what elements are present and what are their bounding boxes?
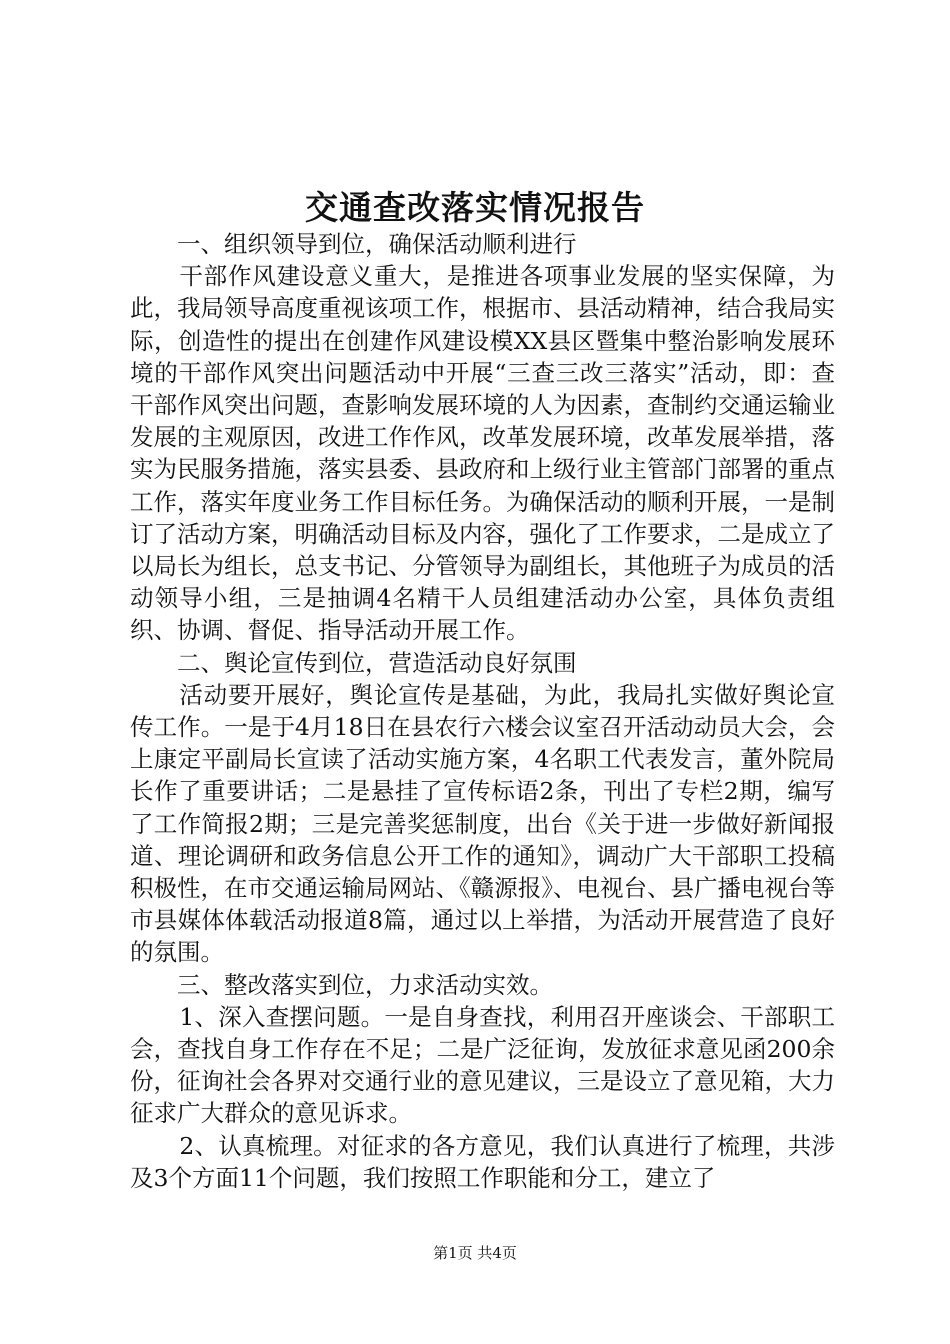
paragraph-4: 2、认真梳理。对征求的各方意见，我们认真进行了梳理，共涉及3个方面11个问题，我们按照工作职能和分工，建立了 xyxy=(130,1131,835,1192)
section-heading-3: 三、整改落实到位，力求活动实效。 xyxy=(177,970,553,999)
document-title: 交通查改落实情况报告 xyxy=(305,188,645,227)
section-heading-1: 一、组织领导到位，确保活动顺利进行 xyxy=(177,230,577,258)
document-body xyxy=(130,228,835,1194)
paragraph-2: 活动要开展好，舆论宣传是基础，为此，我局扎实做好舆论宣传工作。一是于4月18日在县农行六楼会议室召开活动动员大会，会上康定平副局长宣读了活动实施方案，4名职工代表发言，董外院局长作了重要讲话；二是悬挂了宣传标语2条，刊出了专栏2期，编写了工作简报2期；三是完善奖惩制度，出台《关于进一步做好新闻报道、理论调研和政务信息公开工作的通知》，调动广大干部职工投稿积极性，在市交通运输局网站、《赣源报》、电视台、县广播电视台等市县媒体体载活动报道8篇，通过以上举措，为活动开展营造了良好的氛围。 xyxy=(130,680,835,967)
page-footer: 第1页 共4页 xyxy=(433,1244,517,1262)
paragraph-1: 干部作风建设意义重大，是推进各项事业发展的坚实保障，为此，我局领导高度重视该项工作，根据市、县活动精神，结合我局实际，创造性的提出在创建作风建设模XX县区暨集中整治影响发展环境的干部作风突出问题活动中开展“三查三改三落实”活动，即：查干部作风突出问题，查影响发展环境的人为因素，查制约交通运输业发展的主观原因，改进工作作风，改革发展环境，改革发展举措，落实为民服务措施，落实县委、县政府和上级行业主管部门部署的重点工作，落实年度业务工作目标任务。为确保活动的顺利开展，一是制订了活动方案，明确活动目标及内容，强化了工作要求，二是成立了以局长为组长，总支书记、分管领导为副组长，其他班子为成员的活动领导小组，三是抽调4名精干人员组建活动办公室，具体负责组织、协调、督促、指导活动开展工作。 xyxy=(130,262,835,645)
paragraph-3: 1、深入查摆问题。一是自身查找，利用召开座谈会、干部职工会，查找自身工作存在不足；二是广泛征询，发放征求意见函200余份，征询社会各界对交通行业的意见建议，三是设立了意见箱，大力征求广大群众的意见诉求。 xyxy=(130,1002,835,1128)
section-heading-2: 二、舆论宣传到位，营造活动良好氛围 xyxy=(177,648,577,677)
